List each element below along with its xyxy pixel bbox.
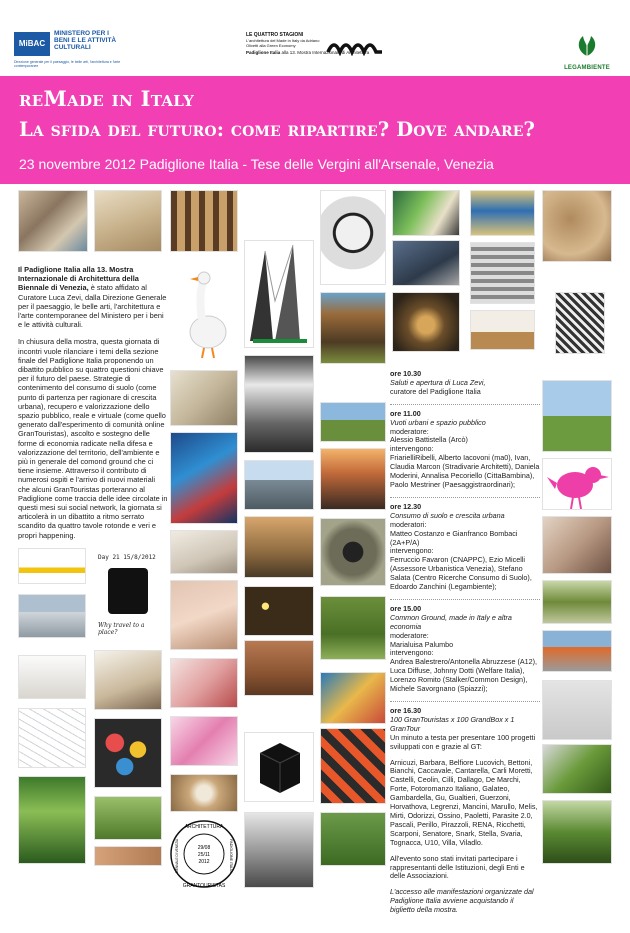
photo-swirl-art [170, 774, 238, 812]
architecture-drawing [245, 241, 314, 348]
program-body: moderatori: Matteo Costanzo e Gianfranco Bombaci (2A+P/A) intervengono: Ferruccio Favaron (CNAPPC), Ezio Micelli (Assessore Urbanistica Venezia), Stefano Salata (Centro Ricerche Consumo di Suolo), Edoardo Zanchini (Legambiente); [390, 519, 532, 592]
program-body: moderatore: Marialuisa Palumbo intervengono: Andrea Balestrero/Antonella Abruzzese (A12), Luca Diffuse, Johnny Dotti (Welfare Italia), Lorenzo Romito (Stalker/Common Design), Michele Savorgnano (Spiazzi); [390, 630, 538, 694]
photo-tree-tower [320, 292, 386, 364]
stamp-date3: 2012 [198, 859, 210, 865]
quattro-subtitle: L'architettura del Made in Italy da Adriano Olivetti alla Green Economy [246, 38, 320, 48]
program-time: ore 12.30 [390, 501, 422, 511]
handwritten-cup [108, 568, 148, 614]
stamp-right-text: PADIGLIONE ITALIA [229, 839, 233, 873]
photo-yellow-bench [18, 548, 86, 584]
stamp-top-text: ARCHITETTURA [184, 824, 224, 830]
program-time: ore 16.30 [390, 706, 422, 715]
legambiente-logo [556, 34, 618, 72]
photo-blue-bird-collage [170, 432, 238, 524]
handwritten-caption: Why travel to a place? [98, 622, 145, 636]
program-body: moderatore: Alessio Battistella (Arcò) intervengono: FriarielliRibelli, Alberto Iacovoni (ma0), Ivan, Claudia Marcon (Stradivarie Architetti), Daniela Moderini, Annalisa Pecoriello (CittaBambina), Paolo Mestriner (Paesaggistraordinari); [390, 426, 540, 489]
title-banner [0, 76, 630, 184]
photo-postcards-box [320, 672, 386, 724]
photo-line-map [18, 708, 86, 768]
photo-nautical-chart [170, 370, 238, 426]
photo-pink-cards [170, 716, 238, 766]
photo-green-lawn [320, 596, 386, 660]
photo-crocodile-map [542, 580, 612, 624]
stamp-icon [168, 818, 240, 890]
photo-city-buildings [244, 460, 314, 510]
intro-text [18, 265, 168, 548]
photo-pink-bird [542, 458, 612, 510]
photo-green-tower [18, 776, 86, 864]
photo-handwritten-card [94, 550, 162, 636]
program-title: Saluti e apertura di Luca Zevi, [390, 377, 486, 387]
photo-qr-sculpture [555, 292, 605, 354]
photo-group-children [470, 242, 535, 304]
legambiente-label: LEGAMBIENTE [564, 65, 610, 71]
page-subtitle-question: La sfida del futuro: come ripartire? Dove andare? [19, 118, 535, 141]
access-note: L'accesso alle manifestazioni organizzate dal Padiglione Italia avviene acquistando il biglietto della mostra. [390, 887, 534, 915]
photo-pink-storybook [170, 580, 238, 650]
ministry-logo [14, 30, 134, 70]
photo-bamboo-plants [94, 796, 162, 840]
intro-paragraph-1: Il Padiglione Italia alla 13. Mostra Internazionale di Architettura della Biennale di Venezia, è stato affidato al Curatore Luca Zevi, dalla Direzione Generale per il paesaggio, le belle arti, l'architettura e l'arte contemporanee del Ministero per i beni e le attività culturali. [18, 265, 167, 330]
program-block-5 [390, 707, 540, 752]
goose-illustration [178, 262, 236, 362]
stamp-bottom-text: GRANTOURISTAS [182, 883, 226, 889]
photo-drawing-sketch [94, 190, 162, 252]
program-title: 100 GranTouristas x 100 GrandBox x 1 GranTour [390, 714, 515, 733]
photo-man-tie [244, 355, 314, 453]
quattro-line: Padiglione Italia alla 13. Mostra Internazionale di Architettura [246, 50, 370, 55]
program-title: Vuoti urbani e spazio pubblico [390, 417, 486, 427]
photo-greenhouse [244, 516, 314, 578]
photo-dragon-model [94, 650, 162, 710]
photo-clay-figures [244, 640, 314, 696]
quattro-squiggle-icon [326, 36, 384, 56]
ministry-name: MINISTERO PER I BENI E LE ATTIVITÀ CULTURALI [54, 30, 117, 51]
photo-grassy-field [320, 812, 386, 866]
photo-pipe-tunnel [320, 518, 386, 586]
photo-greenery-corner [542, 744, 612, 794]
program-block-3 [390, 503, 540, 592]
photo-footprints [542, 680, 612, 740]
participants-list: Arnicuzi, Barbara, Belfiore Lucovich, Bettoni, Bianchi, Caccavale, Cantarella, Carli Moretti, Castelli, Ceolin, Cilli, Dallago, De Marchi, Forte, Fotoromanzo Italiano, Galateo, Gambardella, Gu, Gualtieri, Guerzoni, Horvathova, Legrenzi, Mancini, Marullo, Melis, Mirti, Odorizzi, Ossino, Paoletti, Parasite 2.0, Pascali, Perillo, Pirazzoli, RENA, Ricchetti, Scarponi, Senatore, Snark, Stella, Svaria, Tognacca, U10, Villa, Viladlo. [390, 757, 538, 847]
stamp-date1: 29/08 [197, 845, 211, 851]
program-block-4 [390, 605, 540, 694]
program-schedule [390, 370, 540, 922]
pink-bird-icon [543, 459, 612, 510]
photo-paper-cutouts [170, 530, 238, 574]
program-body: Un minuto a testa per presentare 100 progetti sviluppati con e grazie al GT: [390, 732, 536, 751]
program-time: ore 10.30 [390, 369, 422, 378]
photo-road-stripes [320, 728, 386, 804]
handwritten-date: Day 21 15/8/2012 [98, 554, 156, 561]
black-cube-icon [245, 733, 314, 802]
photo-boardwalk-path [18, 594, 86, 638]
photo-glass-jar [392, 292, 460, 352]
photo-old-map [18, 190, 88, 252]
program-block-2 [390, 410, 540, 490]
photo-punk-portrait [320, 190, 386, 285]
photo-landscape-field [320, 402, 386, 442]
program-title: Consumo di suolo e crescita urbana [390, 510, 505, 520]
photo-white-goose [178, 262, 236, 362]
photo-stone-tile [542, 516, 612, 574]
program-time: ore 15.00 [390, 603, 422, 613]
photo-red-sticker [170, 658, 238, 708]
program-title: Common Ground, made in Italy e altra economia [390, 612, 512, 631]
ministry-subtitle: Direzione generale per il paesaggio, le belle arti, l'architettura e l'arte contemporanee [14, 60, 121, 68]
stamp-left-text: BIENNALE DI VENEZIA [175, 838, 179, 874]
photo-sunglasses-woman [392, 190, 460, 236]
program-time: ore 11.00 [390, 408, 421, 418]
photo-sparkle-lights [244, 586, 314, 636]
grantouristas-stamp [168, 818, 240, 890]
photo-black-cube [244, 732, 314, 802]
photo-colorful-balls [94, 718, 162, 788]
photo-orange-plaza [542, 630, 612, 672]
invitation-note: All'evento sono stati invitati partecipare i rappresentanti delle Istituzioni, degli Enti e delle Associazioni. [390, 853, 525, 881]
quattro-title: LE QUATTRO STAGIONI [246, 32, 304, 38]
photo-sunset-street [320, 448, 386, 510]
photo-sepia-figures [542, 190, 612, 262]
quattro-stagioni-logo [246, 32, 386, 72]
photo-forest-path [542, 800, 612, 864]
photo-paper-boat [18, 655, 86, 699]
photo-architecture-spikes [244, 240, 314, 348]
event-date-location: 23 novembre 2012 Padiglione Italia - Tese delle Vergini all'Arsenale, Venezia [19, 156, 494, 172]
photo-film-strip [170, 190, 238, 252]
logo-strip [0, 0, 630, 76]
photo-man-poster [244, 812, 314, 888]
photo-tin-can [470, 190, 535, 236]
photo-wood-blocks [470, 310, 535, 350]
program-block-1 [390, 370, 540, 397]
stamp-date2: 25/11 [197, 852, 211, 858]
mibac-badge: MiBAC [14, 32, 50, 56]
photo-hands [94, 846, 162, 866]
program-body: curatore del Padiglione Italia [390, 386, 481, 396]
page-title: reMade in Italy [19, 86, 195, 111]
photo-tree-field [542, 380, 612, 452]
intro-paragraph-2: In chiusura della mostra, questa giornata di incontri vuole rilanciare i temi della sezione finale del Padiglione Italia proponendo un dibattito pubblico su quattro questioni chiave per il futuro del paese. Strategie di contenimento del consumo di suolo (come punto di partenza per ragionare di crescita urbana), recupero e valorizzazione dello spazio pubblico, reale e virtuale (come quello generato dall'esperimento di comunità online GranTouristas), ascolto e sostegno delle forme di economia radicate nella difesa e valorizzazione del territorio, dell'ambiente e più in generale del comond ground che ci tiene insieme. Attraverso il contributo di numerosi ospiti e l'arrivo di nuovi materiali che alcuni GranTouristas porteranno al Padiglione come traccia delle idee circolate in questi mesi sui social network, la giornata si articolerà in un dibattito a ritmo serrato scandito da quattro tavole rotonde e veri e propri happening. [18, 337, 168, 540]
photo-urban-scene [392, 240, 460, 286]
leaf-icon [574, 34, 600, 58]
